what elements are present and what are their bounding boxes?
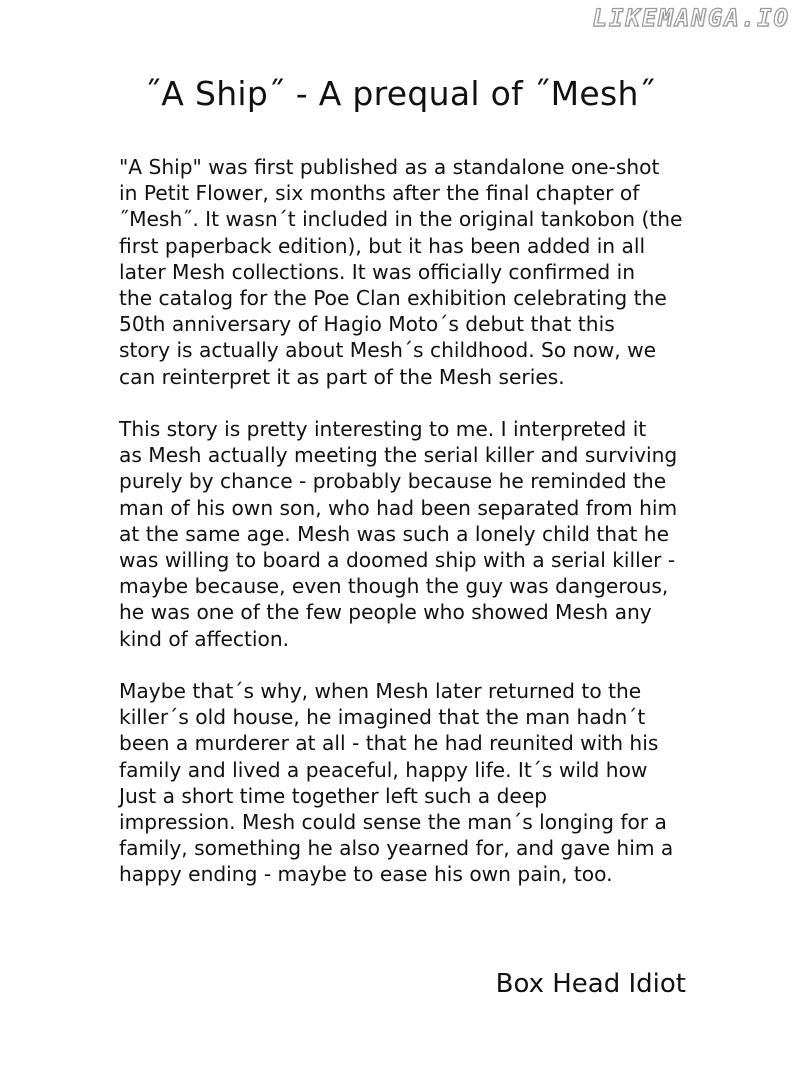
text-line: can reinterpret it as part of the Mesh series. [119, 364, 565, 389]
text-line: ˝Mesh˝. It wasn´t included in the original tankobon (the [119, 207, 683, 232]
text-line: "A Ship" was first published as a standalone one-shot [119, 155, 660, 179]
article-body [119, 154, 719, 914]
text-line: he was one of the few people who showed Mesh any [119, 600, 652, 625]
text-line: purely by chance - probably because he reminded the [119, 469, 667, 494]
text-line: the catalog for the Poe Clan exhibition celebrating the [119, 286, 667, 311]
text-line: first paperback edition), but it has been added in all [119, 233, 646, 258]
text-line: was willing to board a doomed ship with a serial killer - [119, 548, 676, 573]
text-line: happy ending - maybe to ease his own pain, too. [119, 862, 613, 887]
text-line: Just a short time together left such a deep [119, 783, 548, 808]
text-line: family and lived a peaceful, happy life. It´s wild how [119, 757, 648, 782]
text-line: been a murderer at all - that he had reunited with his [119, 731, 659, 756]
author-signature: Box Head Idiot [495, 969, 686, 999]
text-line: killer´s old house, he imagined that the man hadn´t [119, 705, 646, 730]
page-title: ˝A Ship˝ - A prequal of ˝Mesh˝ [144, 74, 656, 113]
text-line: 50th anniversary of Hagio Moto´s debut that this [119, 312, 615, 337]
paragraph-3 [119, 678, 719, 888]
text-line: at the same age. Mesh was such a lonely child that he [119, 521, 669, 546]
text-line: impression. Mesh could sense the man´s longing for a [119, 810, 667, 835]
text-line: man of his own son, who had been separated from him [119, 495, 678, 520]
text-line: as Mesh actually meeting the serial killer and surviving [119, 443, 678, 468]
text-line: later Mesh collections. It was officially confirmed in [119, 259, 636, 284]
text-line: in Petit Flower, six months after the final chapter of [119, 181, 640, 206]
text-line: This story is pretty interesting to me. I interpreted it [119, 417, 647, 442]
text-line: kind of affection. [119, 626, 290, 651]
text-line: story is actually about Mesh´s childhood. So now, we [119, 338, 657, 363]
text-line: maybe because, even though the guy was dangerous, [119, 574, 669, 599]
paragraph-2 [119, 416, 719, 652]
site-watermark: LIKEMANGA.IO [592, 4, 790, 32]
text-line: family, something he also yearned for, and gave him a [119, 836, 674, 861]
text-line: Maybe that´s why, when Mesh later returned to the [119, 679, 642, 704]
paragraph-1 [119, 154, 719, 390]
